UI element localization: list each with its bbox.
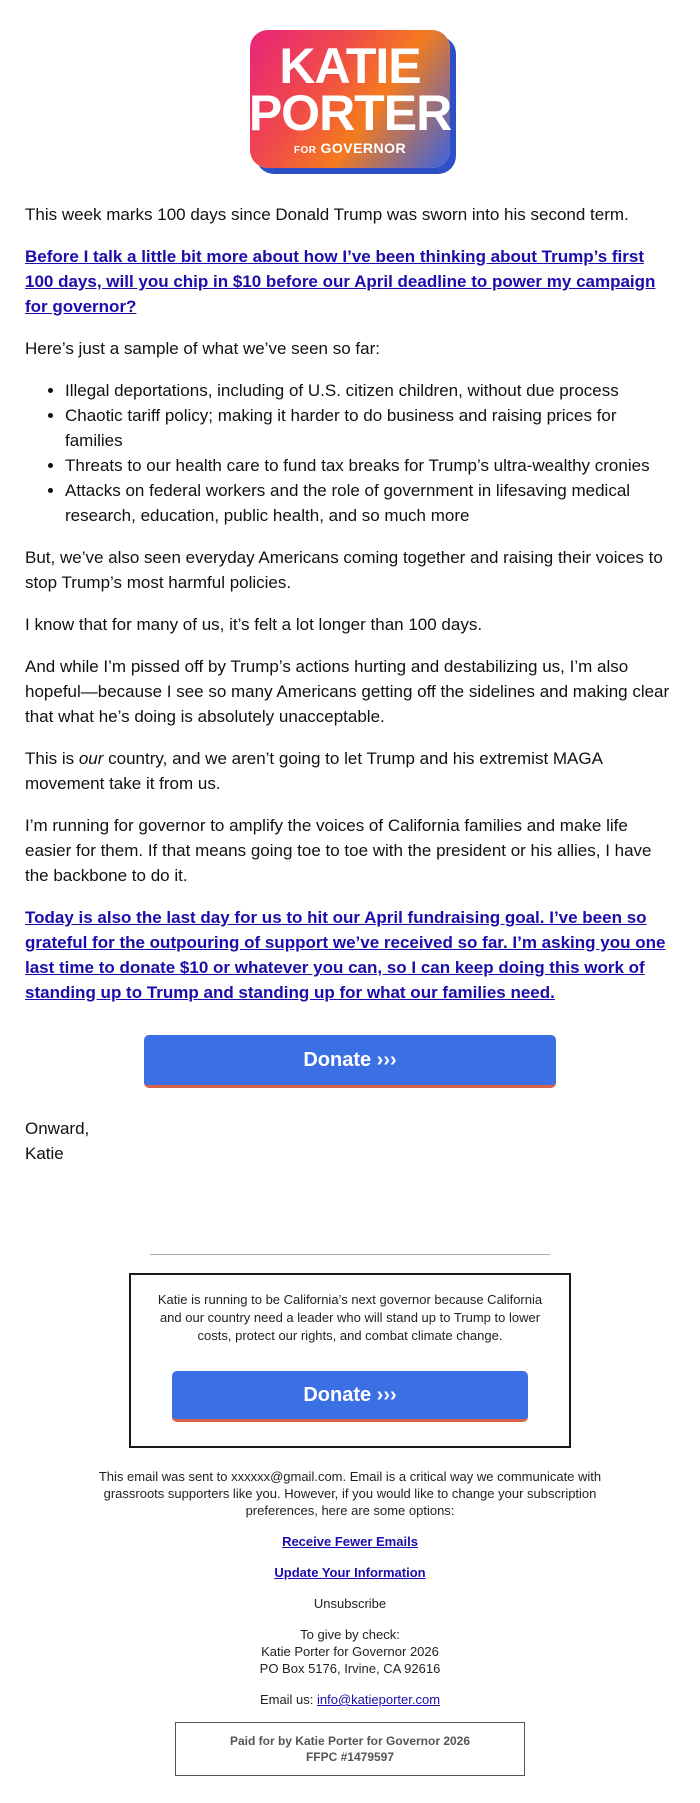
signoff-name: Katie: [25, 1144, 64, 1163]
donate-row: [0, 1035, 700, 1088]
paragraph: I’m running for governor to amplify the voices of California families and make life easier for them. If that means going toe to toe with the president or his allies, I have the backbone to do it.: [25, 816, 652, 885]
footer-link-row: [70, 1533, 630, 1550]
list-item: • Threats to our health care to fund tax breaks for Trump’s ultra-wealthy cronies: [65, 453, 675, 478]
promo-box: [129, 1273, 571, 1448]
footer-link-row: [70, 1564, 630, 1581]
promo-text: Katie is running to be California’s next governor because California and our country need a leader who will stand up to Trump to lower costs, protect our rights, and combat climate change.: [157, 1292, 543, 1343]
update-information-link[interactable]: Update Your Information: [274, 1565, 426, 1580]
paid-for-disclaimer: Paid for by Katie Porter for Governor 2026 FFPC #1479597: [175, 1722, 525, 1776]
cta-paragraph-1: [25, 244, 675, 319]
paragraph: This week marks 100 days since Donald Trump was sworn into his second term.: [25, 205, 629, 224]
cta-paragraph-2: [25, 905, 675, 1005]
list-item: • Illegal deportations, including of U.S. citizen children, without due process: [65, 378, 675, 403]
signoff: [0, 1116, 700, 1166]
check-address: To give by check: Katie Porter for Governor 2026 PO Box 5176, Irvine, CA 92616: [259, 1627, 441, 1676]
paragraph: Here’s just a sample of what we’ve seen so far:: [25, 339, 380, 358]
signoff-line: Onward,: [25, 1119, 90, 1138]
logo-line-1: KATIE: [279, 37, 421, 94]
list-item: • Attacks on federal workers and the role of government in lifesaving medical research, education, public health, and so much more: [65, 478, 675, 528]
donate-button[interactable]: Donate ›››: [144, 1035, 556, 1088]
logo-line-2: PORTER: [248, 85, 452, 142]
footer-sent-notice: This email was sent to xxxxxx@gmail.com. Email is a critical way we communicate with grassroots supporters like you. However, if you would like to change your subscription preferences, here are some options:: [98, 1469, 602, 1518]
list-item: • Chaotic tariff policy; making it harder to do business and raising prices for families: [65, 403, 675, 453]
email-body: [0, 202, 700, 1005]
header: [0, 0, 700, 172]
bullet-list: [25, 378, 675, 528]
footer: [0, 1448, 700, 1708]
email-contact: Email us: info@katieporter.com: [259, 1692, 441, 1707]
divider: [150, 1254, 550, 1255]
receive-fewer-emails-link[interactable]: Receive Fewer Emails: [282, 1534, 418, 1549]
campaign-logo[interactable]: [250, 30, 450, 168]
donate-link-1[interactable]: Before I talk a little bit more about how I’ve been thinking about Trump’s first 100 days, will you chip in $10 before our April deadline to power my campaign for governor?: [25, 247, 656, 316]
logo-line-3: FOR GOVERNOR: [293, 139, 407, 156]
donate-link-2[interactable]: Today is also the last day for us to hit our April fundraising goal. I’ve been so grateful for the outpouring of support we’ve received so far. I’m asking you one last time to donate $10 or whatever you can, so I can keep doing this work of standing up to Trump and standing up for what our families need.: [25, 908, 666, 1002]
email-link[interactable]: info@katieporter.com: [317, 1692, 441, 1707]
paragraph: I know that for many of us, it’s felt a lot longer than 100 days.: [25, 615, 483, 634]
paragraph: This is our country, and we aren’t going to let Trump and his extremist MAGA movement take it from us.: [25, 749, 603, 793]
paragraph: But, we’ve also seen everyday Americans coming together and raising their voices to stop Trump’s most harmful policies.: [25, 548, 663, 592]
unsubscribe-link[interactable]: Unsubscribe: [313, 1596, 387, 1611]
box-donate-button[interactable]: Donate ›››: [172, 1371, 528, 1422]
paragraph: And while I’m pissed off by Trump’s actions hurting and destabilizing us, I’m also hopeful—because I see so many Americans getting off the sidelines and making clear that what he’s doing is absolutely unacceptable.: [25, 657, 670, 726]
